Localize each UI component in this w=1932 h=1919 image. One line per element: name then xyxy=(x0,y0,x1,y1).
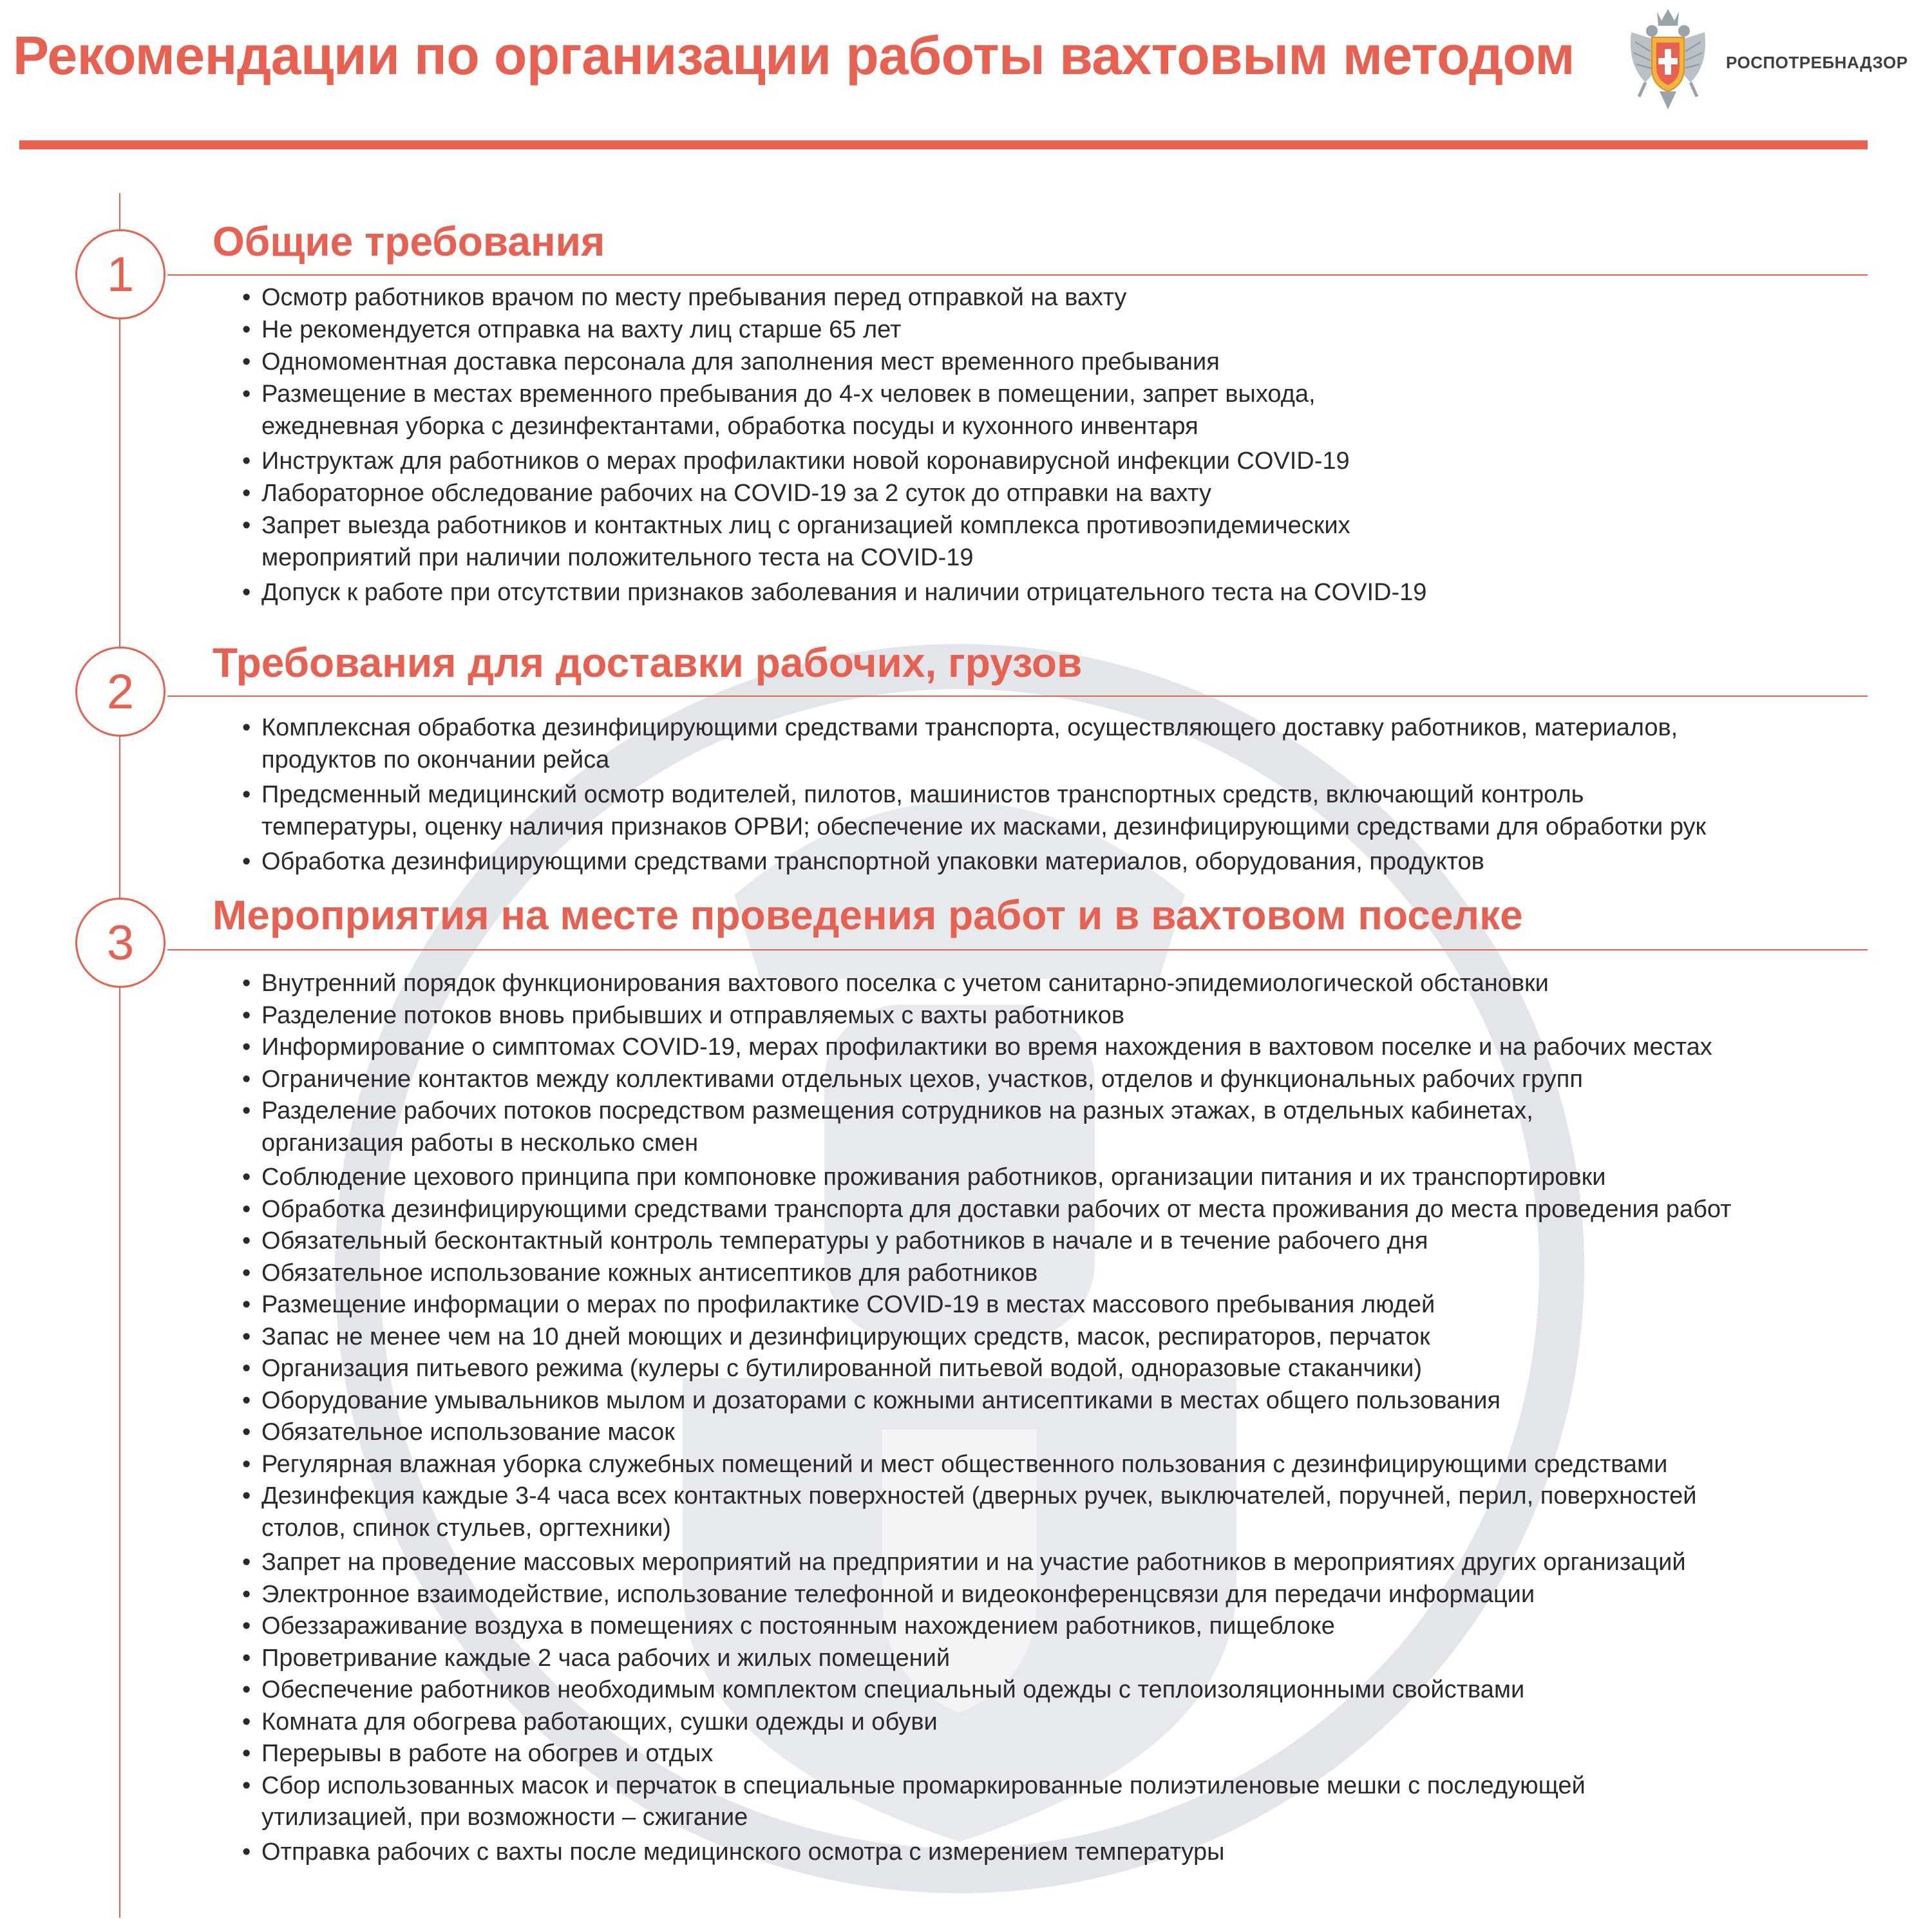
list-item: • Проветривание каждые 2 часа рабочих и жилых помещений xyxy=(258,1643,1880,1675)
list-item: • Комната для обогрева работающих, сушки одежды и обуви xyxy=(258,1706,1880,1739)
list-item: • Размещение в местах временного пребывания до 4-х человек в помещении, запрет выхода, ежедневная уборка с дезинфектантами, обработка посуды и кухонного инвентаря xyxy=(258,378,1440,442)
list-item: • Осмотр работников врачом по месту пребывания перед отправкой на вахту xyxy=(258,281,1880,314)
list-item: • Внутренний порядок функционирования вахтового поселка с учетом санитарно-эпидемиологической обстановки xyxy=(258,968,1880,1000)
list-item: • Информирование о симптомах COVID-19, мерах профилактики во время нахождения в вахтовом поселке и на рабочих местах xyxy=(258,1032,1880,1064)
section-list-1 xyxy=(258,281,1880,609)
list-item: • Обработка дезинфицирующими средствами транспорта для доставки рабочих от места проживания до места проведения работ xyxy=(258,1194,1880,1226)
list-item: • Обязательное использование кожных антисептиков для работников xyxy=(258,1258,1880,1290)
list-item: • Запрет на проведение массовых мероприятий на предприятии и на участие работников в мероприятиях других организаций xyxy=(258,1547,1880,1579)
list-item: • Сбор использованных масок и перчаток в специальные промаркированные полиэтиленовые мешки с последующей утилизацией, при возможности – сжигание xyxy=(258,1770,1717,1834)
list-item: • Размещение информации о мерах по профилактике COVID-19 в местах массового пребывания людей xyxy=(258,1289,1880,1321)
list-item: • Ограничение контактов между коллективами отдельных цехов, участков, отделов и функциональных рабочих групп xyxy=(258,1064,1880,1096)
list-item: • Комплексная обработка дезинфицирующими средствами транспорта, осуществляющего доставку работников, материалов, продуктов по окончании рейса xyxy=(258,712,1678,776)
section-number-1: 1 xyxy=(75,229,166,319)
list-item: • Лабораторное обследование рабочих на COVID-19 за 2 суток до отправки на вахту xyxy=(258,477,1880,509)
list-item: • Обязательный бесконтактный контроль температуры у работников в начале и в течение рабочего дня xyxy=(258,1225,1880,1258)
section-number-3: 3 xyxy=(75,898,166,988)
header-divider xyxy=(19,140,1868,149)
list-item: • Регулярная влажная уборка служебных помещений и мест общественного пользования с дезинфицирующими средствами xyxy=(258,1449,1880,1481)
page-title: Рекомендации по организации работы вахтовым методом xyxy=(13,25,1575,86)
section-heading-1: Общие требования xyxy=(213,218,605,265)
section-divider-2 xyxy=(167,695,1868,697)
list-item: • Перерывы в работе на обогрев и отдых xyxy=(258,1738,1880,1770)
list-item: • Обеспечение работников необходимым комплектом специальный одежды с теплоизоляционными свойствами xyxy=(258,1674,1880,1706)
list-item: • Организация питьевого режима (кулеры с бутилированной питьевой водой, одноразовые стаканчики) xyxy=(258,1353,1880,1385)
coat-of-arms-logo xyxy=(1626,6,1710,119)
list-item: • Электронное взаимодействие, использование телефонной и видеоконференцсвязи для передачи информации xyxy=(258,1579,1880,1611)
section-list-3 xyxy=(258,968,1880,1868)
list-item: • Дезинфекция каждые 3-4 часа всех контактных поверхностей (дверных ручек, выключателей, поручней, перил, поверхностей столов, спинок стульев, оргтехники) xyxy=(258,1480,1730,1544)
section-heading-2: Требования для доставки рабочих, грузов xyxy=(213,639,1083,686)
list-item: • Предсменный медицинский осмотр водителей, пилотов, машинистов транспортных средств, включающий контроль температуры, оценку наличия признаков ОРВИ; обеспечение их масками, дезинфицирующими средствами для обработки рук xyxy=(258,779,1717,843)
list-item: • Одномоментная доставка персонала для заполнения мест временного пребывания xyxy=(258,346,1880,378)
list-item: • Запрет выезда работников и контактных лиц с организацией комплекса противоэпидемических мероприятий при наличии положительного теста на COVID-19 xyxy=(258,509,1485,574)
list-item: • Не рекомендуется отправка на вахту лиц старше 65 лет xyxy=(258,314,1880,346)
section-number-2: 2 xyxy=(75,647,166,737)
section-heading-3: Мероприятия на месте проведения работ и в вахтовом поселке xyxy=(213,892,1523,938)
list-item: • Обеззараживание воздуха в помещениях с постоянным нахождением работников, пищеблоке xyxy=(258,1611,1880,1643)
list-item: • Разделение потоков вновь прибывших и отправляемых с вахты работников xyxy=(258,1000,1880,1032)
list-item: • Инструктаж для работников о мерах профилактики новой коронавирусной инфекции COVID-19 xyxy=(258,445,1880,477)
list-item: • Запас не менее чем на 10 дней моющих и дезинфицирующих средств, масок, респираторов, перчаток xyxy=(258,1321,1880,1354)
logo-text: РОСПОТРЕБНАДЗОР xyxy=(1726,53,1908,72)
list-item: • Отправка рабочих с вахты после медицинского осмотра с измерением температуры xyxy=(258,1837,1880,1869)
list-item: • Оборудование умывальников мылом и дозаторами с кожными антисептиками в местах общего пользования xyxy=(258,1385,1880,1417)
list-item: • Соблюдение цехового принципа при компоновке проживания работников, организации питания и их транспортировки xyxy=(258,1162,1880,1194)
list-item: • Обязательное использование масок xyxy=(258,1417,1880,1449)
list-item: • Разделение рабочих потоков посредством размещения сотрудников на разных этажах, в отдельных кабинетах, организация работы в несколько смен xyxy=(258,1095,1678,1159)
section-divider-3 xyxy=(167,949,1868,950)
section-list-2 xyxy=(258,712,1880,878)
timeline-line xyxy=(119,193,120,1918)
list-item: • Обработка дезинфицирующими средствами транспортной упаковки материалов, оборудования, продуктов xyxy=(258,846,1880,878)
section-divider-1 xyxy=(167,274,1868,276)
list-item: • Допуск к работе при отсутствии признаков заболевания и наличии отрицательного теста на COVID-19 xyxy=(258,576,1880,609)
